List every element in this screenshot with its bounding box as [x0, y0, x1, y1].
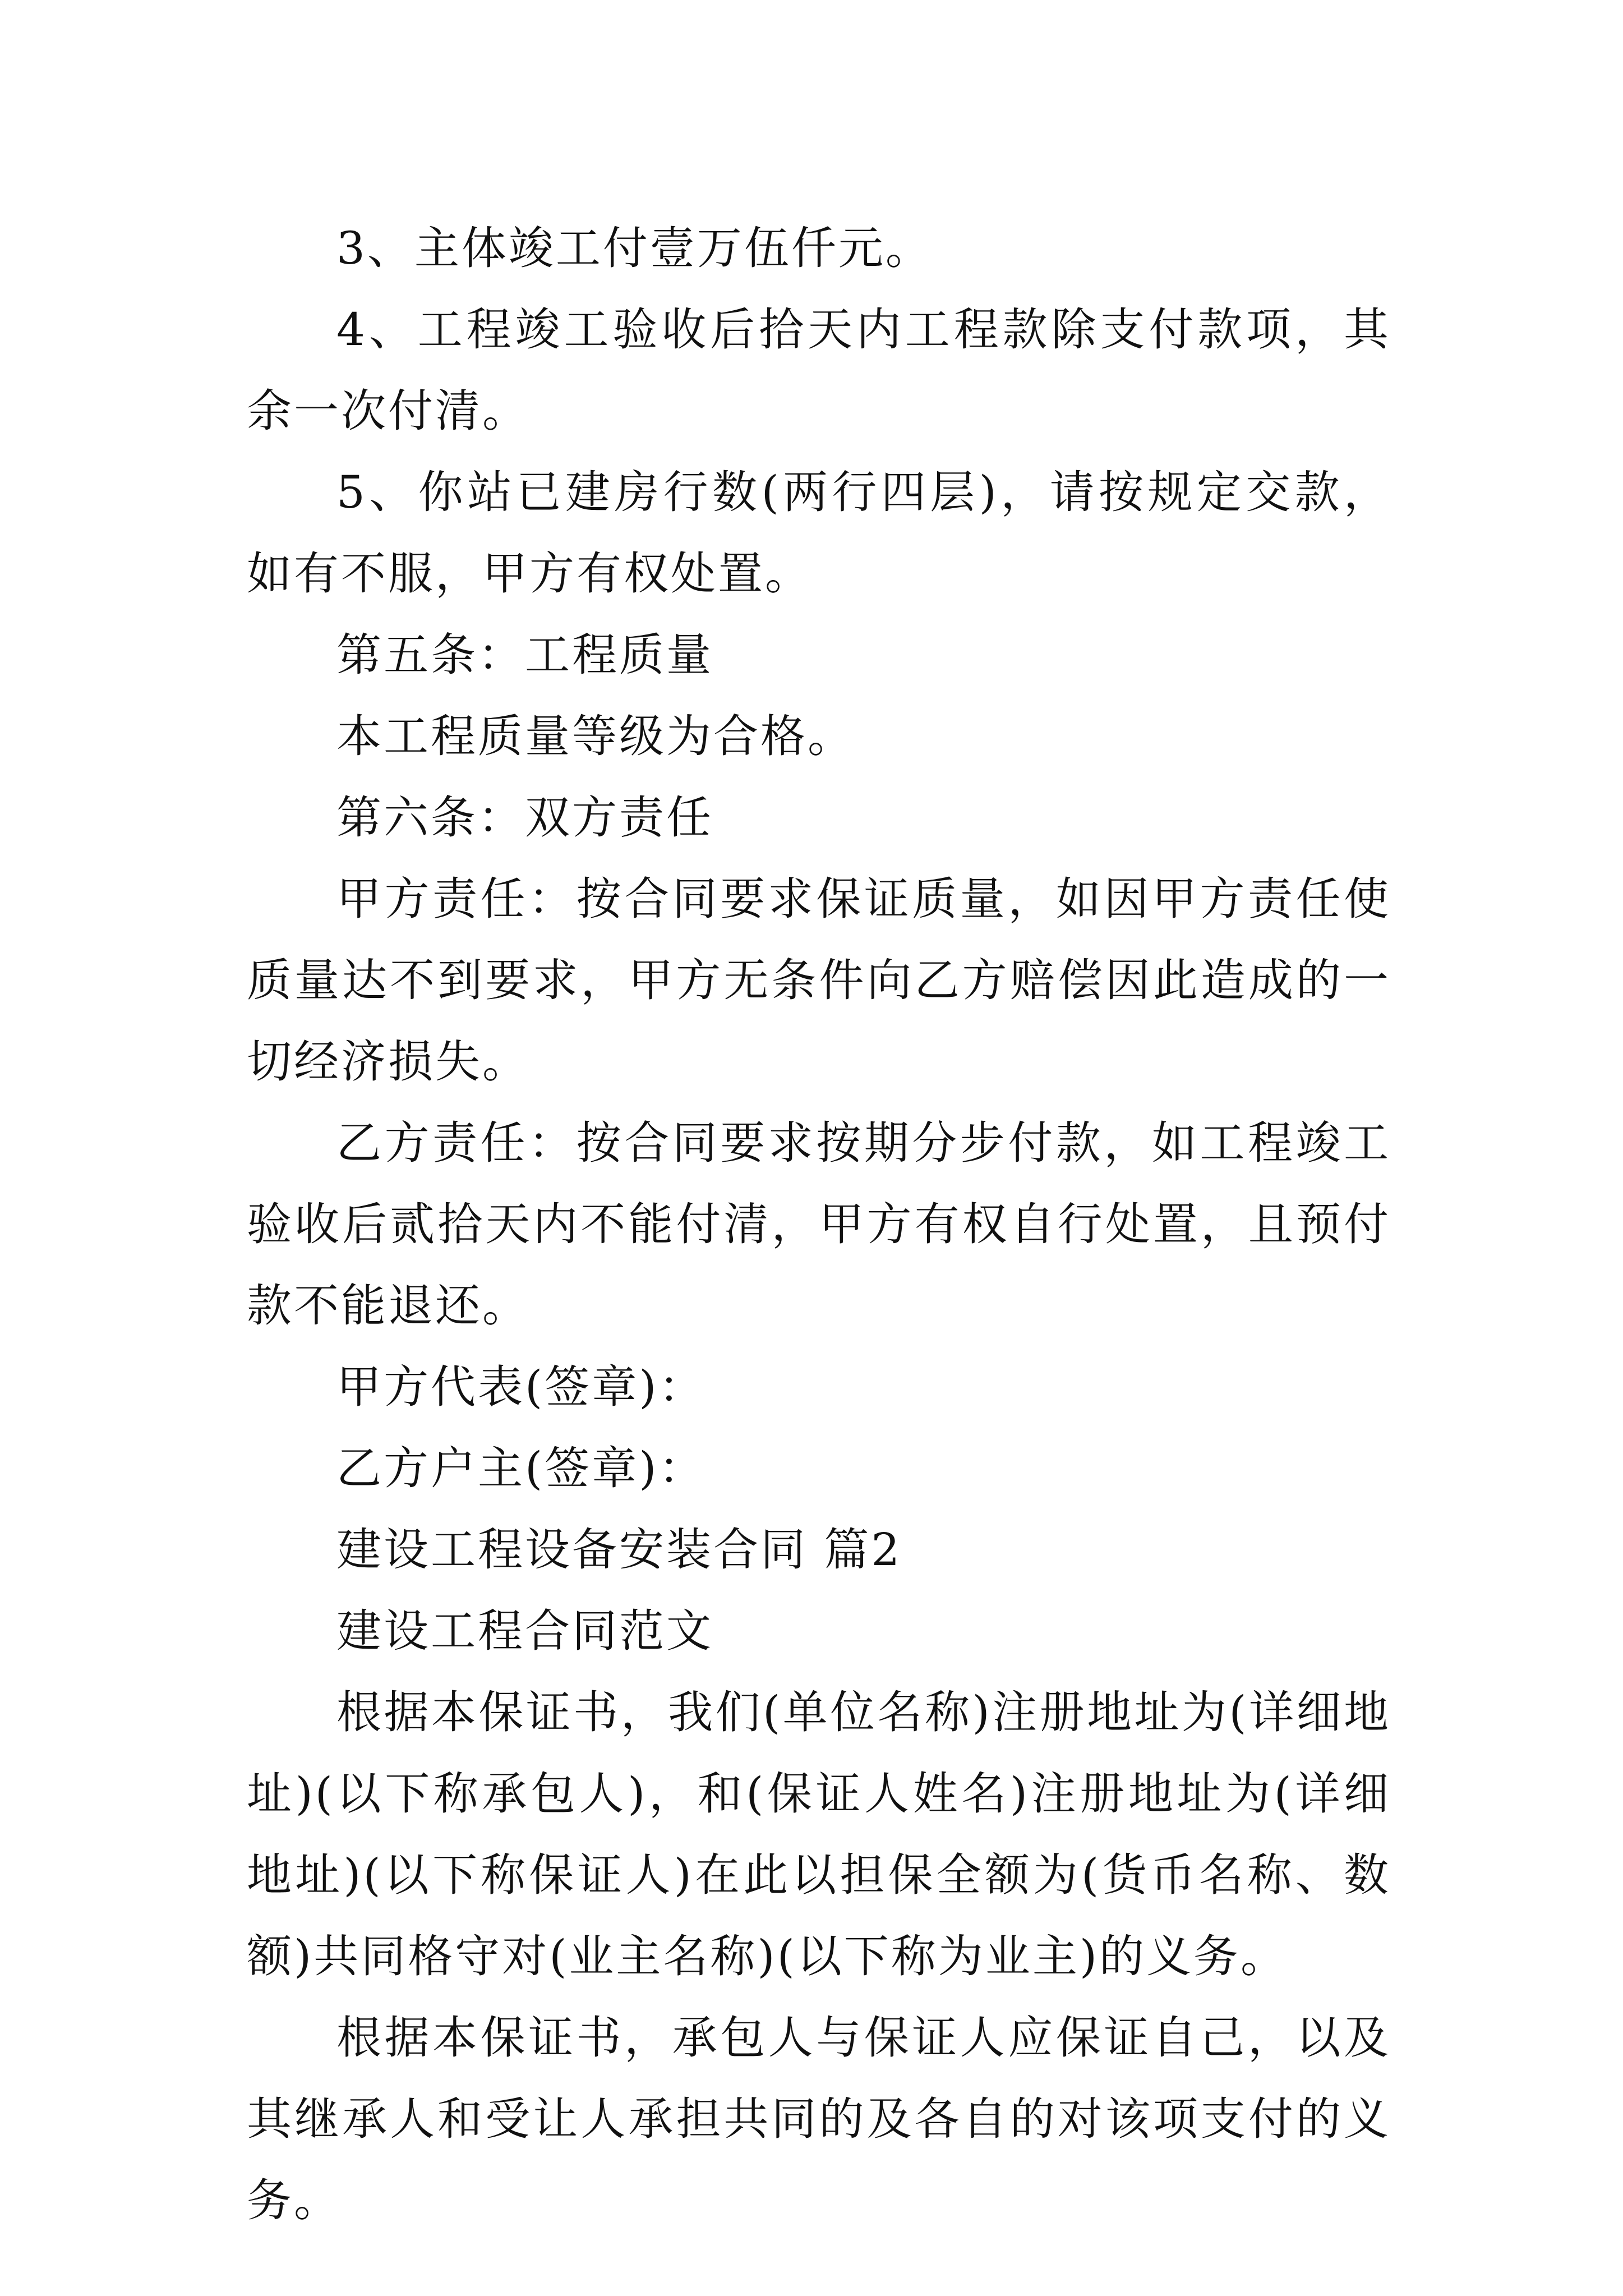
section-heading-responsibility: 第六条：双方责任 — [336, 792, 713, 844]
section-heading-quality: 第五条：工程质量 — [336, 629, 713, 681]
signature-line-party-a: 甲方代表(签章)： — [336, 1361, 706, 1413]
document-body — [247, 208, 1391, 2241]
article-title: 建设工程设备安装合同 篇2 — [336, 1524, 902, 1576]
signature-line-party-b: 乙方户主(签章)： — [336, 1442, 706, 1494]
article-subtitle: 建设工程合同范文 — [336, 1605, 713, 1657]
paragraph-guarantee-intro: 根据本保证书，我们(单位名称)注册地址为(详细地址)(以下称承包人)，和(保证人姓名)注册地址为(详细地址)(以下称保证人)在此以担保全额为(货币名称、数额)共同格守对(业主名称)(以下称为业主)的义务。 — [247, 1686, 1391, 1982]
paragraph-party-b-responsibility: 乙方责任：按合同要求按期分步付款，如工程竣工验收后贰拾天内不能付清，甲方有权自行处置，且预付款不能退还。 — [247, 1117, 1391, 1332]
paragraph-payment-5: 5、你站已建房行数(两行四层)，请按规定交款，如有不服，甲方有权处置。 — [247, 466, 1391, 600]
paragraph-payment-3: 3、主体竣工付壹万伍仟元。 — [336, 222, 933, 274]
paragraph-party-a-responsibility: 甲方责任：按合同要求保证质量，如因甲方责任使质量达不到要求，甲方无条件向乙方赔偿因此造成的一切经济损失。 — [247, 873, 1391, 1088]
paragraph-payment-4: 4、工程竣工验收后拾天内工程款除支付款项，其余一次付清。 — [247, 303, 1391, 437]
paragraph-quality: 本工程质量等级为合格。 — [336, 710, 855, 762]
paragraph-guarantee-obligation: 根据本保证书，承包人与保证人应保证自己，以及其继承人和受让人承担共同的及各自的对该项支付的义务。 — [247, 2012, 1391, 2226]
